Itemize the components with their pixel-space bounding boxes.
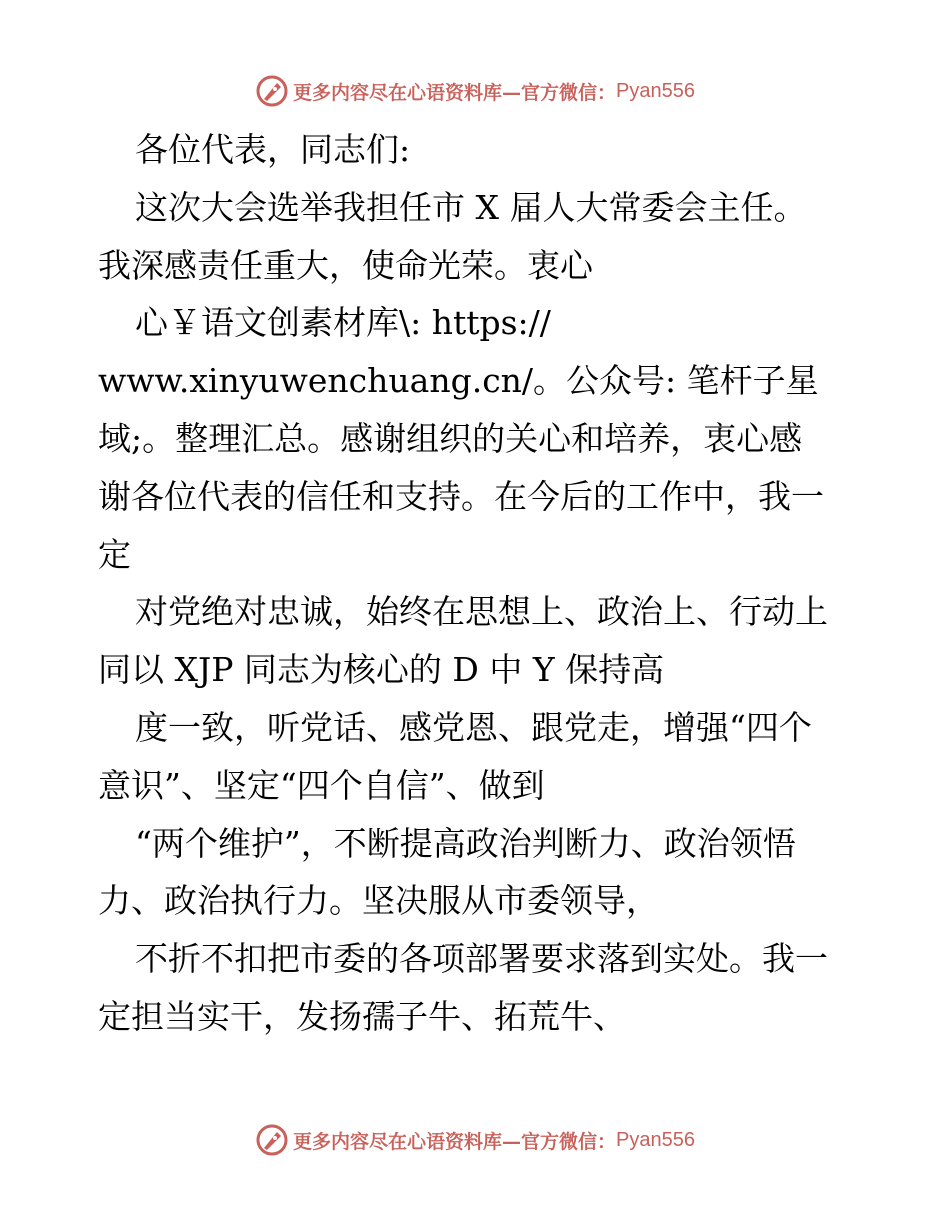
pen-nib-logo-icon: [255, 1123, 289, 1157]
banner-text: 更多内容尽在心语资料库—官方微信：: [293, 81, 617, 104]
text-line: 域;。整理汇总。感谢组织的关心和培养，衷心感: [98, 418, 803, 458]
text-line: “两个维护”，不断提高政治判断力、政治领悟: [135, 823, 796, 863]
text-line: 各位代表，同志们:: [135, 130, 411, 169]
text-line: 意识”、坚定“四个自信”、做到: [98, 765, 545, 805]
text-line: 同以 XJP 同志为核心的 D 中 Y 保持高: [98, 650, 665, 690]
text-line: www.xinyuwenchuang.cn/。公众号: 笔杆子星: [98, 361, 819, 401]
text-line: 定担当实干，发扬孺子牛、拓荒牛、: [98, 996, 626, 1036]
text-line: 对党绝对忠诚，始终在思想上、政治上、行动上: [135, 592, 828, 632]
text-line: 力、政治执行力。坚决服从市委领导，: [98, 881, 659, 921]
text-line: 谢各位代表的信任和支持。在今后的工作中，我一: [98, 476, 824, 516]
text-line: 这次大会选举我担任市 X 届人大常委会主任。: [135, 187, 807, 227]
text-line: 不折不扣把市委的各项部署要求落到实处。我一: [135, 939, 828, 979]
text-line: 定: [98, 534, 131, 574]
banner-wechat-id: Pyan556: [616, 79, 695, 102]
document-body: [98, 121, 858, 1046]
banner-text: 更多内容尽在心语资料库—官方微信：: [293, 1130, 617, 1153]
text-line: 我深感责任重大，使命光荣。衷心: [98, 245, 593, 285]
banner-wechat-id: Pyan556: [616, 1128, 695, 1151]
pen-nib-logo-icon: [255, 74, 289, 108]
footer-watermark-banner: [0, 1120, 950, 1160]
text-line: 心￥语文创素材库\: https://: [135, 303, 551, 343]
text-line: 度一致，听党话、感党恩、跟党走，增强“四个: [135, 707, 812, 747]
header-watermark-banner: [0, 71, 950, 111]
